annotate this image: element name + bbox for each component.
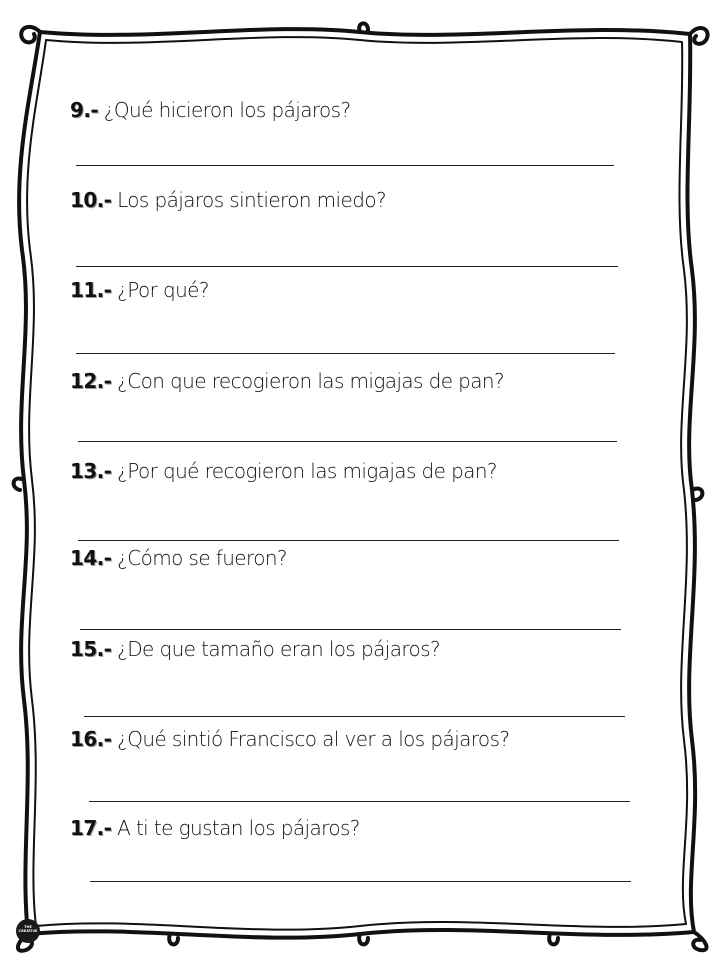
question-text: ¿Por qué?: [111, 278, 209, 302]
question-text: ¿De que tamaño eran los pájaros?: [111, 637, 441, 661]
question-13: [70, 459, 497, 483]
logo-text-line2: CREATIVE: [18, 929, 38, 933]
question-16: [70, 727, 509, 751]
answer-line-12[interactable]: [78, 441, 617, 442]
question-number: 15.-: [70, 637, 112, 661]
answer-line-10[interactable]: [76, 266, 618, 267]
question-number: 13.-: [70, 459, 112, 483]
question-text: ¿Cómo se fueron?: [111, 546, 287, 570]
question-15: [70, 637, 440, 661]
answer-line-14[interactable]: [80, 629, 621, 630]
answer-line-13[interactable]: [78, 540, 619, 541]
question-number: 14.-: [70, 546, 112, 570]
logo-dots: [21, 935, 35, 938]
question-text: A ti te gustan los pájaros?: [111, 816, 360, 840]
answer-line-11[interactable]: [76, 353, 615, 354]
question-text: ¿Qué hicieron los pájaros?: [98, 98, 351, 122]
question-10: [70, 188, 386, 212]
question-number: 11.-: [70, 278, 112, 302]
logo-text-line1: THE: [24, 925, 32, 929]
question-12: [70, 369, 504, 393]
question-text: ¿Por qué recogieron las migajas de pan?: [111, 459, 497, 483]
question-text: ¿Con que recogieron las migajas de pan?: [111, 369, 505, 393]
question-9: [70, 98, 351, 122]
question-11: [70, 278, 209, 302]
question-number: 16.-: [70, 727, 112, 751]
question-14: [70, 546, 287, 570]
publisher-logo: [16, 919, 40, 943]
question-number: 17.-: [70, 816, 112, 840]
question-17: [70, 816, 360, 840]
question-text: Los pájaros sintieron miedo?: [111, 188, 386, 212]
question-number: 9.-: [70, 98, 99, 122]
answer-line-15[interactable]: [84, 716, 625, 717]
question-number: 12.-: [70, 369, 112, 393]
question-text: ¿Qué sintió Francisco al ver a los pájaros?: [111, 727, 510, 751]
answer-line-17[interactable]: [90, 881, 631, 882]
answer-line-9[interactable]: [76, 165, 614, 166]
question-number: 10.-: [70, 188, 112, 212]
answer-line-16[interactable]: [89, 801, 630, 802]
